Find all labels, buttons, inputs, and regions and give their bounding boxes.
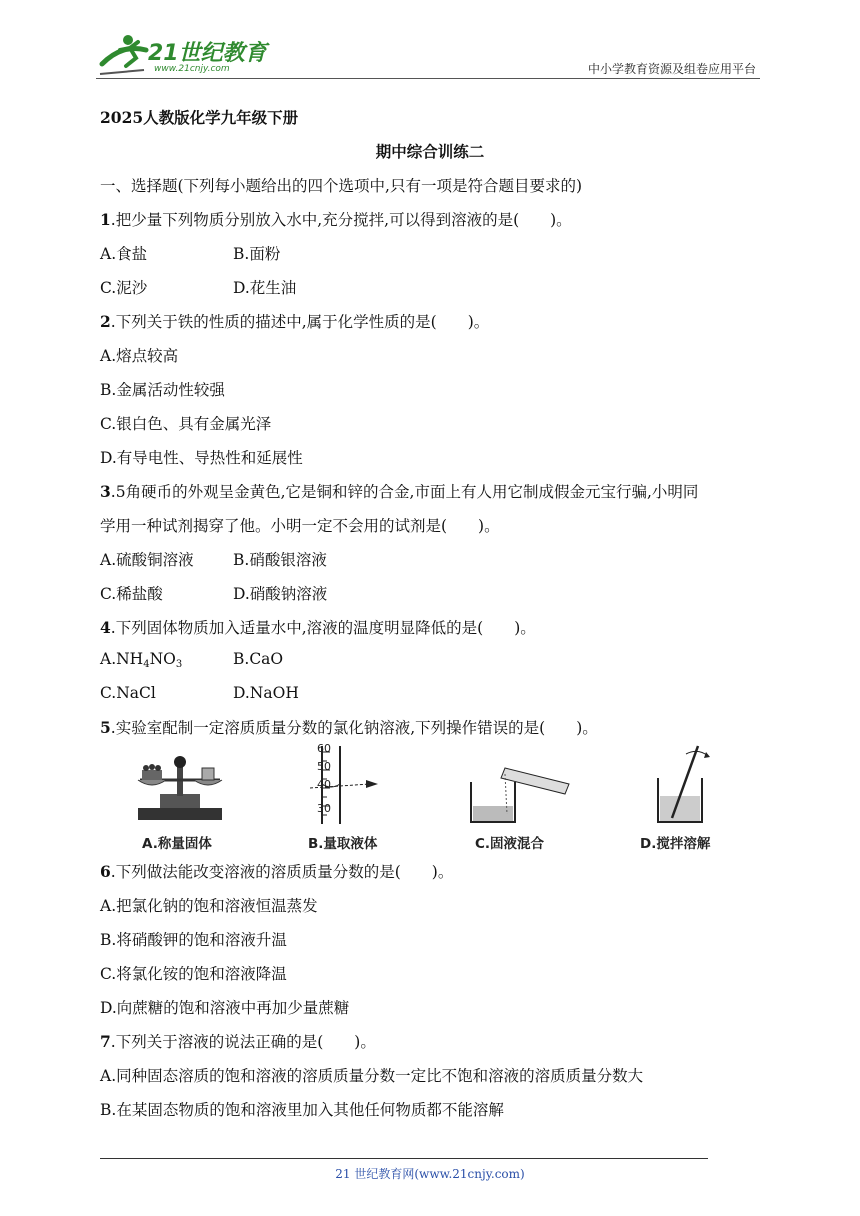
question-stem-continued: 学用一种试剂揭穿了他。小明一定不会用的试剂是( )。: [100, 517, 500, 535]
option-d: D.花生油: [233, 279, 297, 297]
question-6: [100, 860, 453, 882]
option-a: A.同种固态溶质的饱和溶液的溶质质量分数一定比不饱和溶液的溶质质量分数大: [100, 1067, 644, 1085]
question-4: [100, 616, 536, 638]
stirring-beaker-figure: [650, 744, 720, 826]
question-7: [100, 1030, 376, 1052]
logo-text: 21世纪教育: [148, 41, 267, 66]
question-5: [100, 716, 598, 738]
figure-caption-d: D.搅拌溶解: [640, 836, 711, 852]
formula-subscript: 3: [175, 659, 183, 670]
formula-part: A.NH: [100, 650, 144, 668]
option-a: A.食盐: [100, 245, 148, 263]
platform-label: 中小学教育资源及组卷应用平台: [587, 62, 756, 76]
question-1: [100, 208, 572, 230]
question-number: 5: [100, 718, 111, 737]
question-stem: .把少量下列物质分别放入水中,充分搅拌,可以得到溶液的是( )。: [110, 211, 572, 229]
question-stem: .5角硬币的外观呈金黄色,它是铜和锌的合金,市面上有人用它制成假金元宝行骗,小明同: [110, 483, 699, 501]
formula-subscript: 4: [143, 659, 150, 670]
question-3: [100, 480, 698, 502]
option-d: D.NaOH: [233, 684, 299, 702]
page-header: [96, 30, 760, 80]
experiment-figures: [130, 744, 730, 854]
scale-mark: 40: [317, 778, 331, 791]
option-a: A.硫酸铜溶液: [100, 551, 194, 569]
option-b: B.在某固态物质的饱和溶液里加入其他任何物质都不能溶解: [100, 1101, 504, 1119]
question-stem: .下列做法能改变溶液的溶质质量分数的是( )。: [110, 863, 454, 881]
figure-caption-a: A.称量固体: [142, 836, 212, 852]
option-c: C.稀盐酸: [100, 585, 163, 603]
question-stem: .下列关于溶液的说法正确的是( )。: [110, 1033, 376, 1051]
figure-caption-c: C.固液混合: [475, 836, 545, 852]
formula-part: NO: [149, 650, 176, 668]
option-a: A.把氯化钠的饱和溶液恒温蒸发: [100, 897, 318, 915]
balance-scale-figure: [130, 750, 230, 826]
scale-mark: 50: [317, 760, 331, 773]
section-heading: 一、选择题(下列每小题给出的四个选项中,只有一项是符合题目要求的): [100, 177, 583, 195]
question-number: 6: [100, 862, 111, 881]
question-2: [100, 310, 489, 332]
question-number: 4: [100, 618, 111, 637]
option-c: C.银白色、具有金属光泽: [100, 415, 272, 433]
logo-url: www.21cnjy.com: [154, 64, 230, 74]
option-d: D.向蔗糖的饱和溶液中再加少量蔗糖: [100, 999, 350, 1017]
question-number: 7: [100, 1032, 111, 1051]
doc-title: 期中综合训练二: [375, 142, 485, 161]
option-b: B.面粉: [233, 245, 281, 263]
question-number: 3: [100, 482, 111, 501]
option-c: C.将氯化铵的饱和溶液降温: [100, 965, 287, 983]
option-d: D.硝酸钠溶液: [233, 585, 328, 603]
question-stem: .下列关于铁的性质的描述中,属于化学性质的是( )。: [110, 313, 490, 331]
option-d: D.有导电性、导热性和延展性: [100, 449, 303, 467]
option-a: A.熔点较高: [100, 347, 179, 365]
option-b: B.CaO: [233, 650, 284, 668]
option-b: B.金属活动性较强: [100, 381, 225, 399]
question-stem: .下列固体物质加入适量水中,溶液的温度明显降低的是( )。: [110, 619, 536, 637]
option-c: C.NaCl: [100, 684, 156, 702]
option-a: [100, 650, 182, 670]
option-b: B.硝酸银溶液: [233, 551, 327, 569]
question-number: 2: [100, 312, 111, 331]
pouring-beaker-figure: [465, 754, 575, 826]
figure-caption-b: B.量取液体: [308, 836, 378, 852]
option-c: C.泥沙: [100, 279, 148, 297]
question-number: 1: [100, 210, 111, 229]
header-rule: [96, 78, 760, 79]
option-b: B.将硝酸钾的饱和溶液升温: [100, 931, 287, 949]
footer-rule: [100, 1158, 708, 1159]
doc-subtitle: 2025人教版化学九年级下册: [100, 108, 299, 127]
scale-mark: 60: [317, 742, 331, 755]
footer-link[interactable]: 21 世纪教育网(www.21cnjy.com): [335, 1167, 525, 1181]
question-stem: .实验室配制一定溶质质量分数的氯化钠溶液,下列操作错误的是( )。: [110, 719, 598, 737]
scale-mark: 30: [317, 802, 331, 815]
